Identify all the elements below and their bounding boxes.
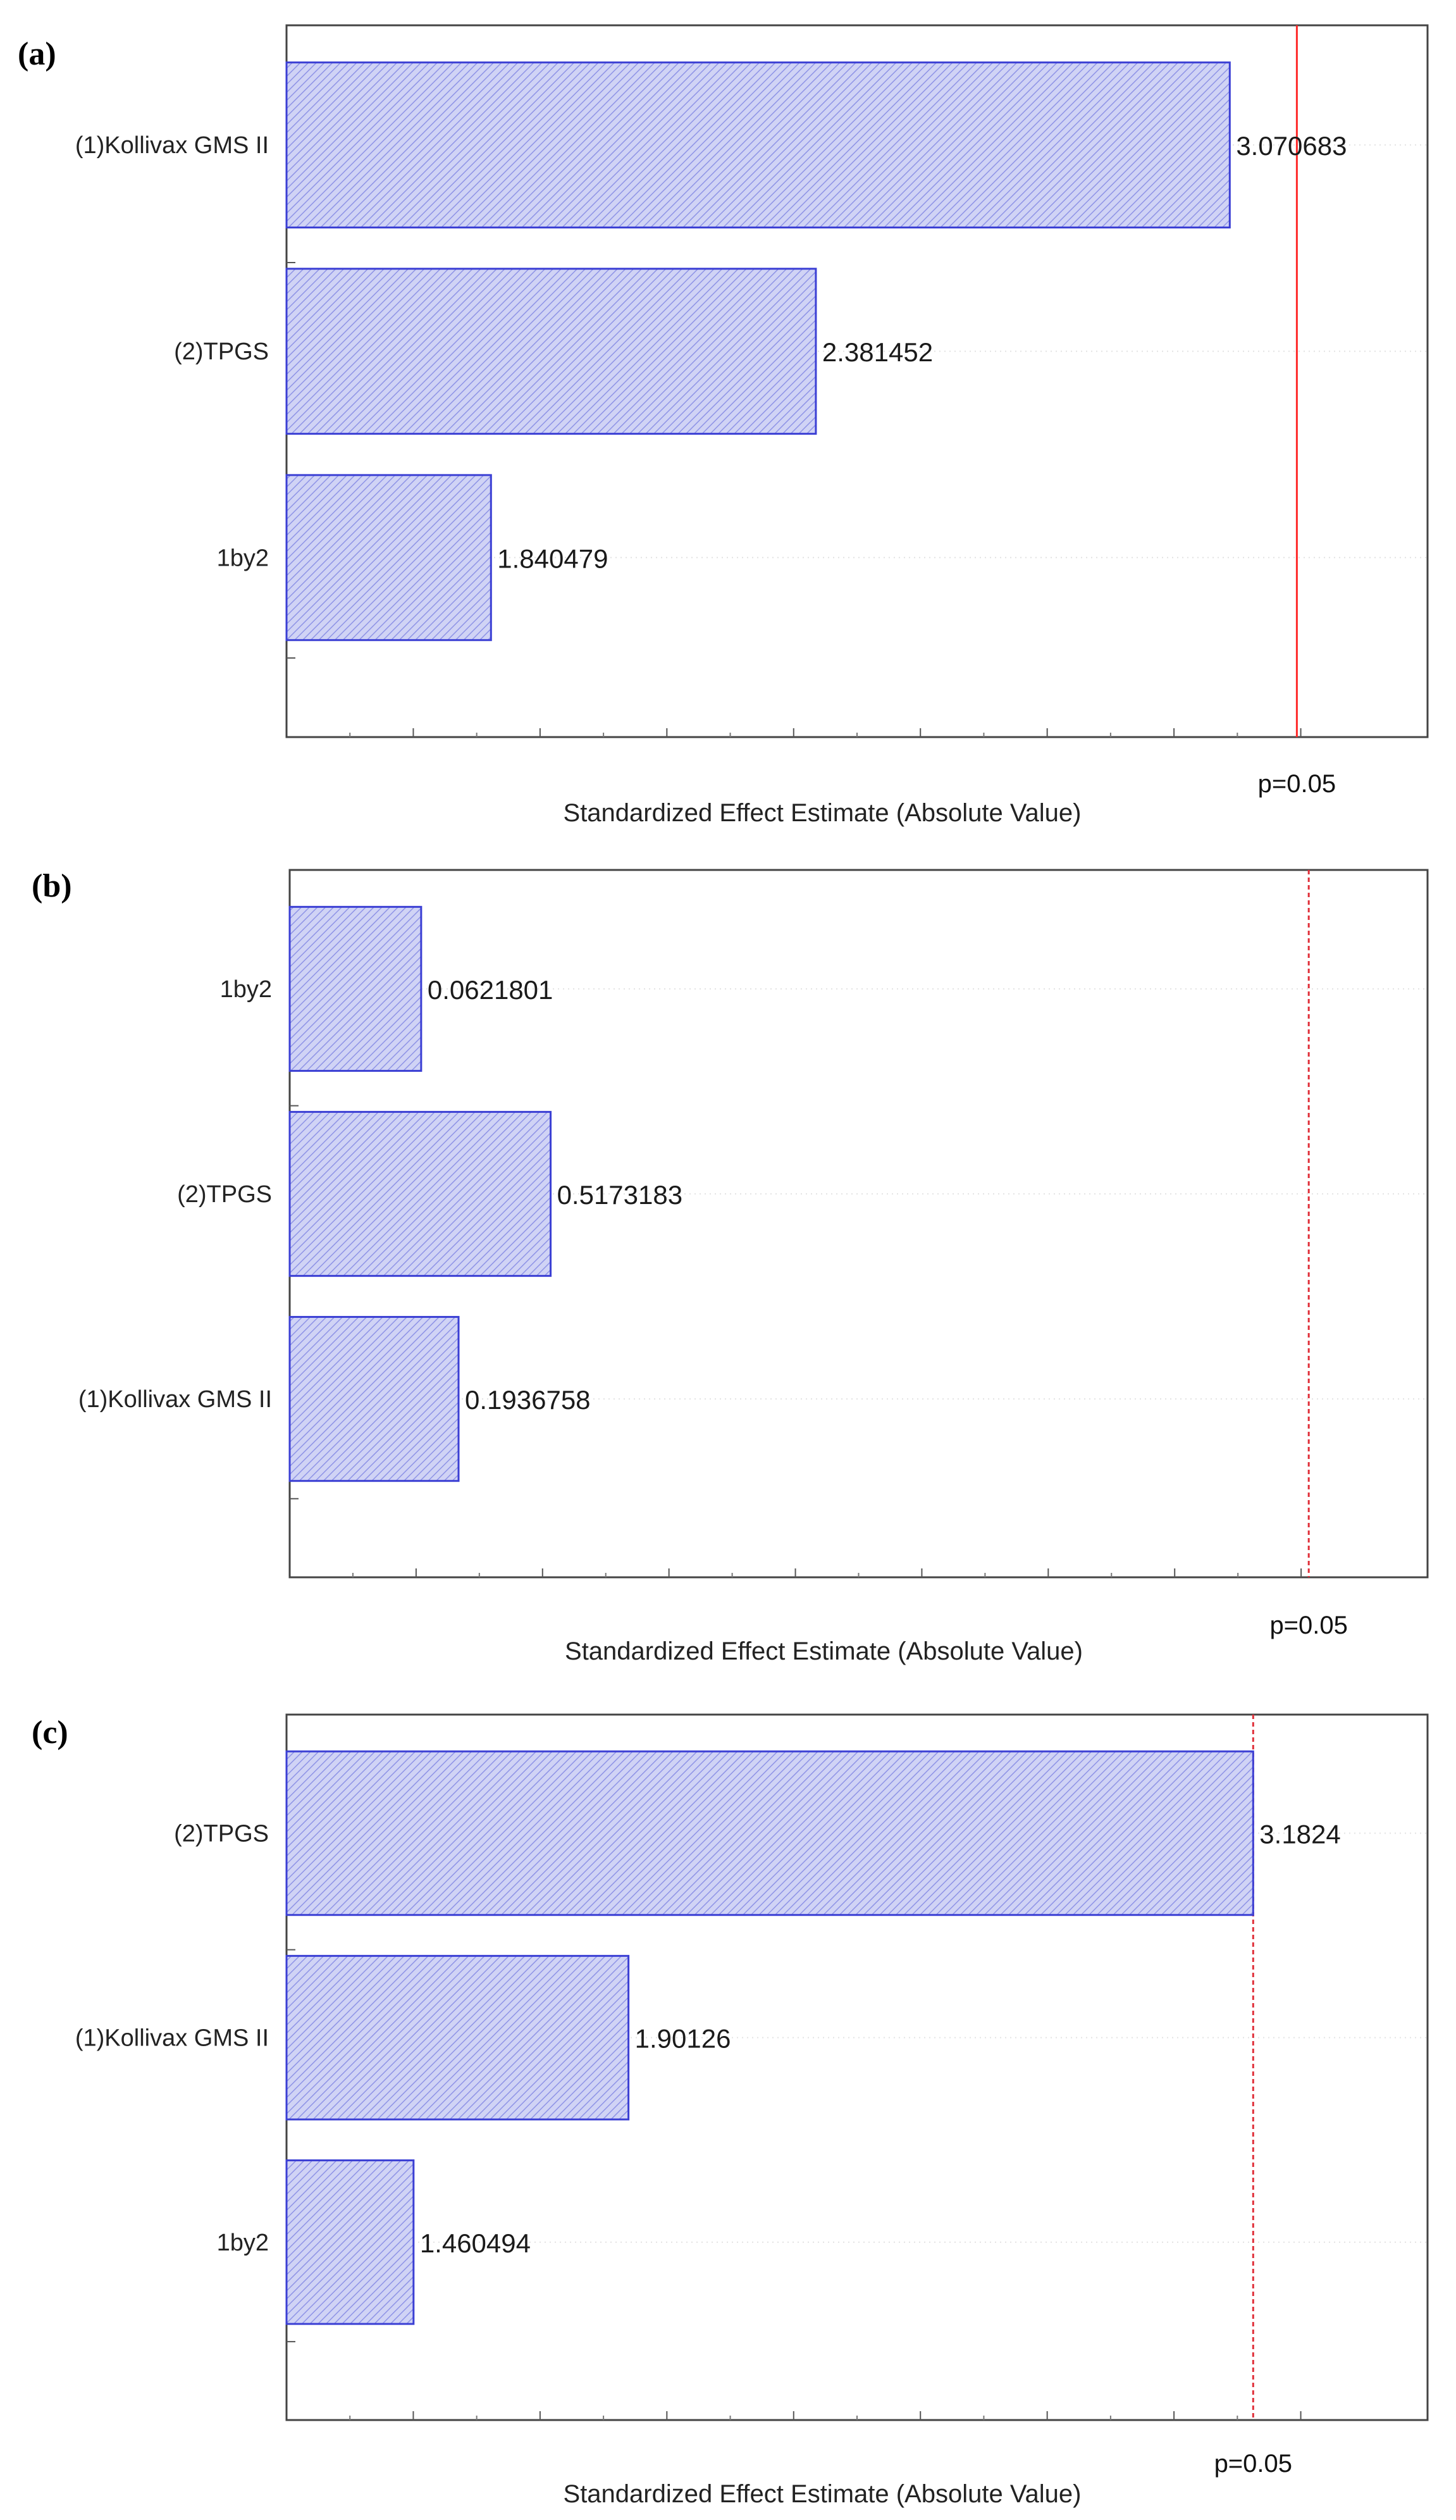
value-label: 2.381452 <box>822 337 934 368</box>
category-label: (2)TPGS <box>174 338 269 366</box>
bar <box>290 1317 459 1480</box>
bar <box>290 1112 551 1276</box>
category-label: 1by2 <box>216 545 269 572</box>
panel-label: (a) <box>18 36 56 72</box>
bar <box>287 269 816 434</box>
value-label: 0.1936758 <box>465 1385 591 1415</box>
value-label: 0.0621801 <box>427 974 553 1005</box>
category-label: (2)TPGS <box>174 1820 269 1847</box>
value-label: 1.90126 <box>634 2023 731 2054</box>
category-label: (2)TPGS <box>177 1181 272 1208</box>
bar <box>287 63 1230 228</box>
value-label: 3.1824 <box>1259 1819 1341 1849</box>
value-label: 1.840479 <box>497 543 608 574</box>
category-label: (1)Kollivax GMS II <box>75 2025 269 2052</box>
category-label: (1)Kollivax GMS II <box>78 1386 272 1413</box>
panel-label: (c) <box>32 1715 68 1751</box>
reference-line-label: p=0.05 <box>1269 1611 1348 1639</box>
x-axis-title: Standardized Effect Estimate (Absolute Value) <box>565 1637 1083 1665</box>
value-label: 1.460494 <box>419 2228 531 2258</box>
value-label: 0.5173183 <box>557 1180 683 1210</box>
bar <box>287 1956 629 2120</box>
value-label: 3.070683 <box>1236 131 1347 161</box>
chart-panel-1 <box>18 25 1428 827</box>
category-label: (1)Kollivax GMS II <box>75 132 269 159</box>
category-label: 1by2 <box>216 2229 269 2256</box>
bar <box>287 2161 414 2324</box>
x-axis-title: Standardized Effect Estimate (Absolute Value) <box>563 799 1082 827</box>
chart-panel-2 <box>32 868 1428 1665</box>
bar <box>287 475 491 640</box>
bar <box>290 907 421 1071</box>
bar <box>287 1751 1253 1915</box>
chart-panel-3 <box>32 1715 1428 2508</box>
reference-line-label: p=0.05 <box>1257 770 1336 798</box>
category-label: 1by2 <box>219 976 272 1003</box>
reference-line-label: p=0.05 <box>1214 2450 1293 2478</box>
x-axis-title: Standardized Effect Estimate (Absolute Value) <box>563 2480 1082 2508</box>
panel-label: (b) <box>32 868 72 904</box>
